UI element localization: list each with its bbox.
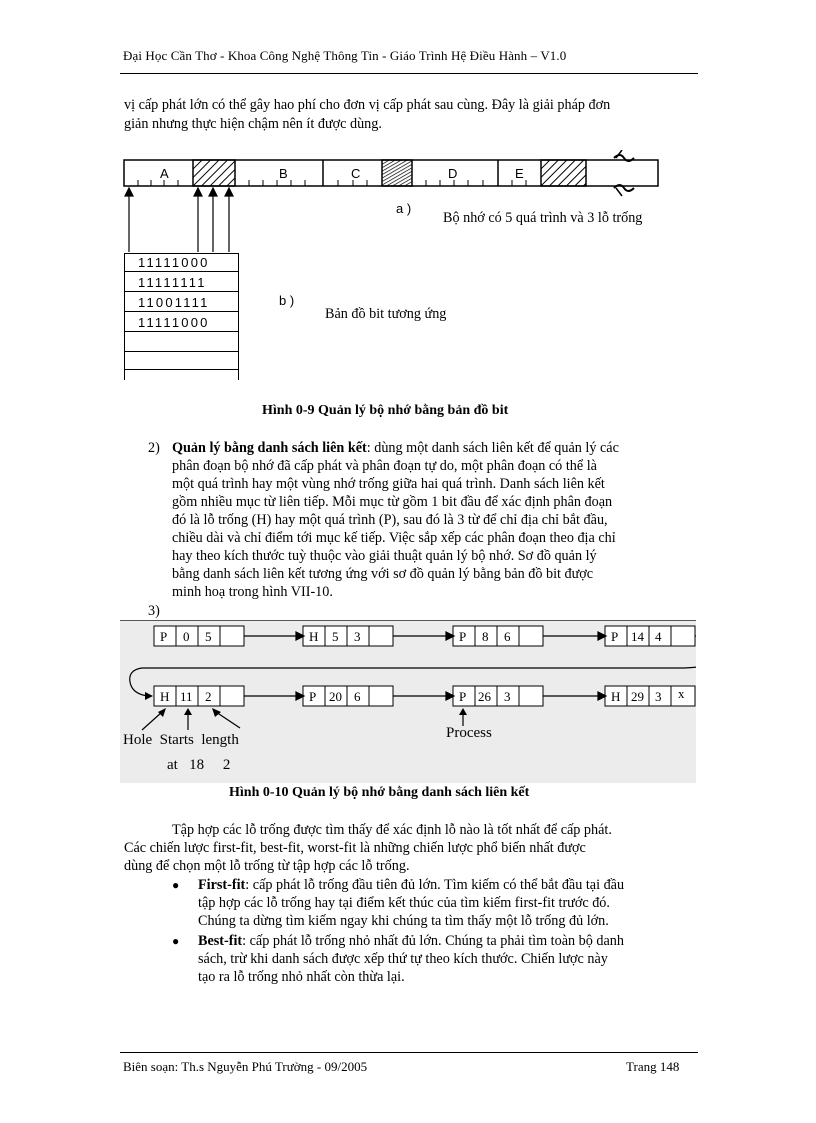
segment-label-B: B (279, 166, 288, 181)
node-type: P (459, 689, 467, 704)
label-a: a ) (396, 201, 412, 216)
intro-line-2: giản nhưng thực hiện chậm nên ít được dùng. (124, 116, 382, 132)
node-start: 0 (183, 629, 190, 644)
figure-10-caption: Hình 0-10 Quản lý bộ nhớ bằng danh sách liên kết (229, 785, 530, 800)
list-node (154, 686, 244, 706)
list-node (303, 686, 393, 706)
section2-line: gồm nhiều mục từ liên tiếp. Mỗi mục từ gồm 1 bit đầu để xác định phân đoạn (172, 494, 613, 510)
section2-title: Quản lý bằng danh sách liên kết (172, 440, 367, 456)
end-mark: x (678, 686, 685, 701)
node-type: P (459, 629, 467, 644)
bullet-line: sách, trừ khi danh sách được xếp thứ tự theo kích thước. Chiến lược này (198, 951, 608, 967)
hole-3 (541, 160, 586, 186)
section-number: 2) (148, 440, 160, 456)
bullet-line: tạo ra lỗ trống nhỏ nhất còn thừa lại. (198, 969, 405, 985)
segment-label-C: C (351, 166, 361, 181)
segment-label-A: A (160, 166, 169, 181)
node-type: P (611, 629, 619, 644)
node-start: 5 (332, 629, 339, 644)
bullet-first-rest: : cấp phát lỗ trống nhỏ nhất đủ lớn. Chúng ta phải tìm toàn bộ danh (242, 933, 624, 949)
bitmap-row: 11001111 (124, 293, 239, 312)
node-type: P (309, 689, 317, 704)
section2-line: đó là lỗ trống (H) hay một quá trình (P), sau đó là 3 từ để chỉ địa chỉ bắt đầu, (172, 512, 608, 528)
node-start: 14 (631, 629, 644, 644)
bitmap-row (124, 351, 239, 370)
bullet-line: tập hợp các lỗ trống hay tại điểm kết thúc của tìm kiếm first-fit trước đó. (198, 895, 610, 911)
page-number: Trang 148 (626, 1059, 680, 1074)
node-len: 2 (205, 689, 212, 704)
list-node (154, 626, 244, 646)
intro-line-1: vị cấp phát lớn có thể gây hao phí cho đơn vị cấp phát sau cùng. Đây là giải pháp đơn (124, 97, 611, 113)
desc-a: Bộ nhớ có 5 quá trình và 3 lỗ trống (443, 210, 643, 226)
bullet-first-line (198, 876, 624, 894)
list-node (453, 686, 543, 706)
legend-line-2: at 18 2 (167, 757, 231, 773)
bitmap-row: 11111000 (124, 253, 239, 272)
node-len: 4 (655, 629, 662, 644)
node-len: 3 (655, 689, 662, 704)
page-header: Đại Học Cần Thơ - Khoa Công Nghệ Thông Tin - Giáo Trình Hệ Điều Hành – V1.0 (123, 48, 567, 63)
bullet-line: Chúng ta dừng tìm kiếm ngay khi chúng ta tìm thấy một lỗ trống đủ lớn. (198, 913, 609, 929)
section-next-number: 3) (148, 603, 160, 619)
section2-line: chiều dài và chỉ điểm tới mục kế tiếp. Việc sắp xếp các phân đoạn theo địa chỉ (172, 530, 616, 546)
hole-2 (382, 160, 412, 186)
legend-line-1: Hole Starts length (123, 732, 239, 748)
node-len: 3 (354, 629, 361, 644)
body2-line: dùng để chọn một lỗ trống từ tập hợp các lỗ trống. (124, 858, 410, 874)
node-start: 11 (180, 689, 193, 704)
node-type: P (160, 629, 168, 644)
desc-b: Bản đồ bit tương ứng (325, 306, 447, 322)
body2-line: Các chiến lược first-fit, best-fit, worst-fit là những chiến lược phổ biến nhất được (124, 840, 586, 856)
process-label: Process (446, 725, 492, 741)
bullet-icon: ● (172, 878, 180, 892)
bitmap-row (124, 333, 239, 352)
section2-line: một quá trình hay một vùng nhớ trống giữa hai quá trình. Danh sách liên kết (172, 476, 605, 492)
body2-line: Tập hợp các lỗ trống được tìm thấy để xác định lỗ nào là tốt nhất để cấp phát. (172, 822, 612, 838)
node-len: 3 (504, 689, 511, 704)
node-type: H (611, 689, 621, 704)
node-start: 26 (478, 689, 491, 704)
section2-first-line (172, 439, 619, 457)
bullet-first-rest: : cấp phát lỗ trống đầu tiên đủ lớn. Tìm kiếm có thể bắt đầu tại đầu (245, 877, 625, 893)
bullet-term: Best-fit (198, 933, 243, 949)
list-node (303, 626, 393, 646)
footer-rule (120, 1052, 698, 1053)
node-start: 20 (329, 689, 342, 704)
bitmap-row: 11111000 (124, 313, 239, 332)
list-node (605, 626, 695, 646)
header-rule (120, 73, 698, 74)
node-start: 29 (631, 689, 644, 704)
section2-line: phân đoạn bộ nhớ đã cấp phát và phân đoạn tự do, một phân đoạn có thể là (172, 458, 597, 474)
node-len: 6 (354, 689, 361, 704)
bullet-first-line (198, 932, 624, 950)
list-node (453, 626, 543, 646)
section2-line: hay theo kích thước tuỳ thuộc vào giải thuật quản lý bộ nhớ. Sơ đồ quản lý (172, 548, 597, 564)
segment-label-D: D (448, 166, 458, 181)
hole-1 (193, 160, 235, 186)
section2-first-rest: : dùng một danh sách liên kết để quản lý các (366, 440, 619, 456)
bitmap-row: 11111111 (124, 273, 239, 292)
segment-label-E: E (515, 166, 524, 181)
node-start: 8 (482, 629, 489, 644)
label-b: b ) (279, 293, 295, 308)
node-type: H (160, 689, 170, 704)
bullet-icon: ● (172, 934, 180, 948)
section2-line: minh hoạ trong hình VII-10. (172, 584, 333, 600)
node-len: 6 (504, 629, 511, 644)
node-len: 5 (205, 629, 212, 644)
node-type: H (309, 629, 319, 644)
bullet-term: First-fit (198, 877, 246, 893)
figure-9-caption: Hình 0-9 Quản lý bộ nhớ bằng bản đồ bit (262, 403, 509, 418)
footer-author: Biên soạn: Th.s Nguyễn Phú Trường - 09/2005 (123, 1059, 368, 1074)
section2-line: bằng danh sách liên kết tương ứng với sơ đồ quản lý bằng bản đồ bit được (172, 566, 594, 582)
list-node (605, 686, 695, 706)
